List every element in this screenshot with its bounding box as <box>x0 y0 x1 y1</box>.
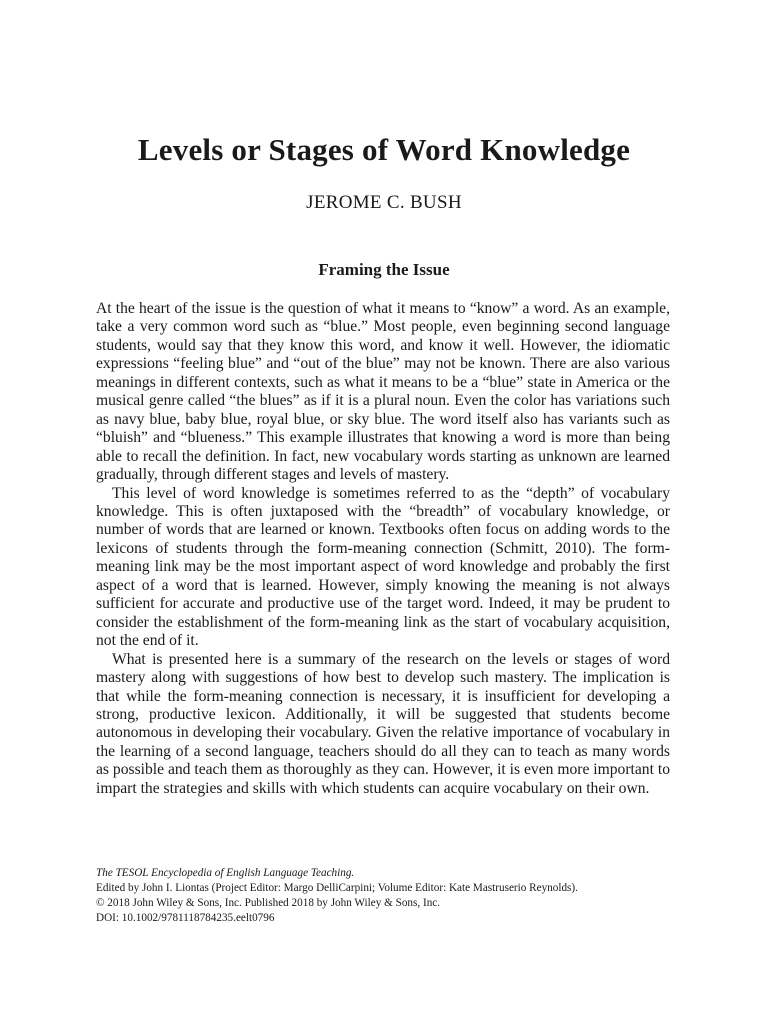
article-body <box>96 300 670 798</box>
footer-doi: DOI: 10.1002/9781118784235.eelt0796 <box>96 912 275 925</box>
footer-source: The TESOL Encyclopedia of English Language Teaching. <box>96 867 355 879</box>
publication-footer <box>96 866 696 926</box>
section-heading: Framing the Issue <box>318 260 450 279</box>
footer-copyright: © 2018 John Wiley & Sons, Inc. Published 2018 by John Wiley & Sons, Inc. <box>96 897 441 910</box>
footer-editors: Edited by John I. Liontas (Project Editor: Margo DelliCarpini; Volume Editor: Kate Mastruserio Reynolds). <box>96 882 578 895</box>
body-paragraph-2: This level of word knowledge is sometimes referred to as the “depth” of vocabulary knowledge. This is often juxtaposed with the “breadth” of vocabulary knowledge, or number of words that are learned or known. Textbooks often focus on adding words to the lexicons of students through the form-meaning connection (Schmitt, 2010). The form-meaning link may be the most important aspect of word knowledge and probably the first aspect of a word that is learned. However, simply knowing the meaning is not always sufficient for accurate and productive use of the target word. Indeed, it may be prudent to consider the establishment of the form-meaning link as the start of vocabulary acquisition, not the end of it. <box>96 484 670 650</box>
body-paragraph-3: What is presented here is a summary of the research on the levels or stages of word mastery along with suggestions of how best to develop such mastery. The implication is that while the form-meaning connection is necessary, it is insufficient for developing a strong, productive lexicon. Additionally, it will be suggested that students become autonomous in developing their vocabulary. Given the relative importance of vocabulary in the learning of a second language, teachers should do all they can to teach as many words as possible and teach them as thoroughly as they can. However, it is even more important to impart the strategies and skills with which students can acquire vocabulary on their own. <box>96 650 670 797</box>
article-author: JEROME C. BUSH <box>306 192 462 213</box>
body-paragraph-1: At the heart of the issue is the question of what it means to “know” a word. As an example, take a very common word such as “blue.” Most people, even beginning second language students, would say that they know this word, and know it well. However, the idiomatic expressions “feeling blue” and “out of the blue” may not be known. There are also various meanings in different contexts, such as what it means to be a “blue” state in America or the musical genre called “the blues” as if it is a plural noun. Even the color has variations such as navy blue, baby blue, royal blue, or sky blue. The word itself also has variants such as “bluish” and “blueness.” This example illustrates that knowing a word is more than being able to recall the definition. In fact, new vocabulary words starting as unknown are learned gradually, through different stages and levels of mastery. <box>96 300 670 484</box>
article-title: Levels or Stages of Word Knowledge <box>137 132 631 167</box>
